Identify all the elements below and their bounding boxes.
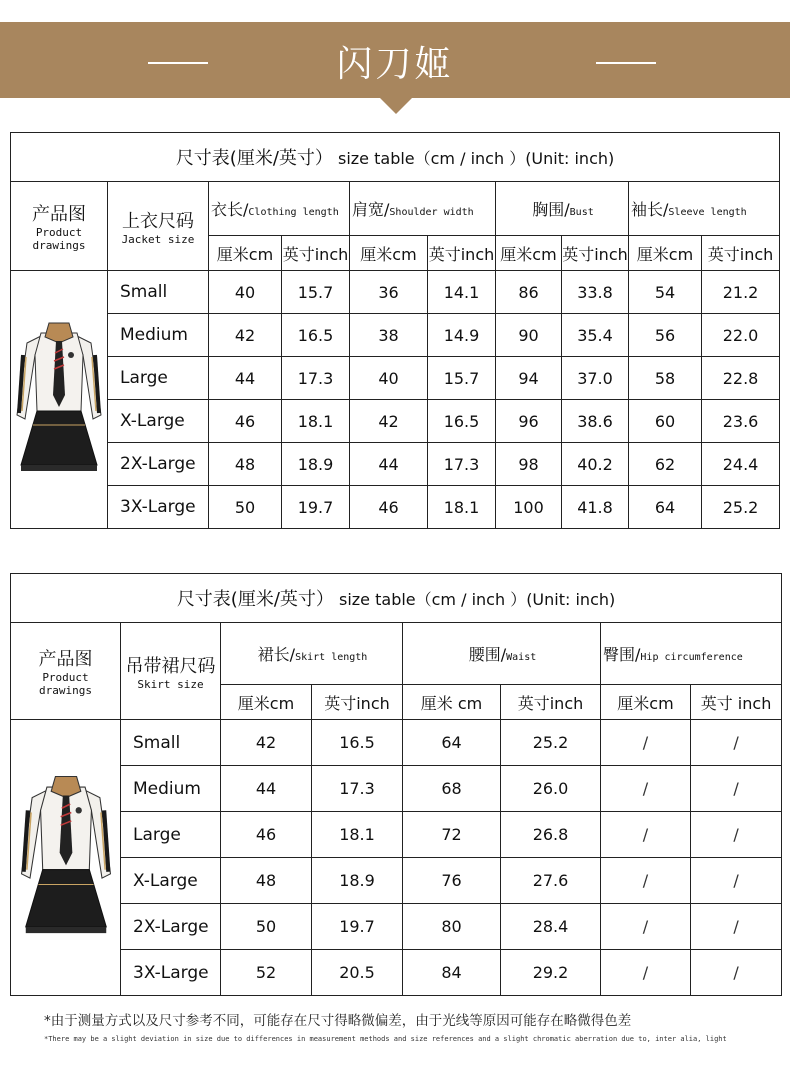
cell: 16.5 — [282, 314, 350, 357]
cell: 94 — [496, 357, 562, 400]
cell: 16.5 — [312, 720, 403, 766]
unit-cm: 厘米cm — [496, 236, 562, 271]
cell: 62 — [629, 443, 702, 486]
cell: 42 — [209, 314, 282, 357]
shoulder-width-header: 肩宽/Shoulder width — [350, 182, 496, 236]
cell: 42 — [350, 400, 428, 443]
cell: 20.5 — [312, 950, 403, 996]
cell: 86 — [496, 271, 562, 314]
cell: 37.0 — [562, 357, 629, 400]
size-large: Large — [121, 812, 221, 858]
cell: / — [601, 858, 691, 904]
cell: 41.8 — [562, 486, 629, 529]
cell: 26.8 — [501, 812, 601, 858]
cell: 26.0 — [501, 766, 601, 812]
uniform-product-image — [16, 768, 116, 948]
cell: 46 — [350, 486, 428, 529]
cell: 19.7 — [282, 486, 350, 529]
cell: / — [691, 766, 782, 812]
cell: / — [691, 720, 782, 766]
cell: / — [691, 858, 782, 904]
cell: 14.9 — [428, 314, 496, 357]
product-image-cell — [11, 271, 108, 529]
product-header: 产品图 Product drawings — [11, 182, 108, 271]
cell: 23.6 — [702, 400, 780, 443]
product-image-cell — [11, 720, 121, 996]
cell: 54 — [629, 271, 702, 314]
cell: 50 — [209, 486, 282, 529]
banner-title: 闪刀姬 — [336, 44, 454, 85]
size-medium: Medium — [121, 766, 221, 812]
unit-cm: 厘米cm — [629, 236, 702, 271]
unit-inch: 英寸inch — [282, 236, 350, 271]
cell: 64 — [403, 720, 501, 766]
cell: 76 — [403, 858, 501, 904]
skirt-size-header: 吊带裙尺码 Skirt size — [121, 623, 221, 720]
cell: / — [601, 904, 691, 950]
cell: 80 — [403, 904, 501, 950]
cell: 18.1 — [428, 486, 496, 529]
sleeve-length-header: 袖长/Sleeve length — [629, 182, 780, 236]
cell: 84 — [403, 950, 501, 996]
product-header: 产品图 Product drawings — [11, 623, 121, 720]
size-2x-large: 2X-Large — [121, 904, 221, 950]
cell: 42 — [221, 720, 312, 766]
cell: 15.7 — [428, 357, 496, 400]
waist-header: 腰围/Waist — [403, 623, 601, 685]
cell: 22.8 — [702, 357, 780, 400]
jacket-size-header: 上衣尺码 Jacket size — [108, 182, 209, 271]
cell: 18.9 — [282, 443, 350, 486]
cell: 40 — [209, 271, 282, 314]
unit-cm: 厘米cm — [209, 236, 282, 271]
footer-note-en: *There may be a slight deviation in size due to differences in measurement methods and size references and a slight chromatic aberration due to, inter alia, light — [44, 1035, 727, 1043]
cell: 90 — [496, 314, 562, 357]
cell: 19.7 — [312, 904, 403, 950]
cell: 22.0 — [702, 314, 780, 357]
footer-note-cn: *由于测量方式以及尺寸参考不同，可能存在尺寸得略微偏差，由于光线等原因可能存在略微得色差 — [44, 1013, 632, 1029]
unit-inch: 英寸inch — [501, 685, 601, 720]
unit-inch: 英寸inch — [702, 236, 780, 271]
jacket-table-caption: 尺寸表(厘米/英寸） size table（cm / inch ）(Unit: inch) — [11, 133, 780, 182]
size-large: Large — [108, 357, 209, 400]
cell: 21.2 — [702, 271, 780, 314]
cell: 38.6 — [562, 400, 629, 443]
cell: 27.6 — [501, 858, 601, 904]
skirt-length-header: 裙长/Skirt length — [221, 623, 403, 685]
cell: 48 — [209, 443, 282, 486]
cell: 17.3 — [282, 357, 350, 400]
cell: / — [691, 812, 782, 858]
cell: 60 — [629, 400, 702, 443]
cell: 38 — [350, 314, 428, 357]
cell: 46 — [209, 400, 282, 443]
cell: / — [691, 950, 782, 996]
unit-cm: 厘米 cm — [403, 685, 501, 720]
cell: 24.4 — [702, 443, 780, 486]
cell: 18.1 — [312, 812, 403, 858]
cell: / — [691, 904, 782, 950]
size-3x-large: 3X-Large — [108, 486, 209, 529]
cell: 28.4 — [501, 904, 601, 950]
cell: / — [601, 720, 691, 766]
cell: 44 — [350, 443, 428, 486]
unit-cm: 厘米cm — [221, 685, 312, 720]
unit-inch: 英寸inch — [562, 236, 629, 271]
skirt-table-caption: 尺寸表(厘米/英寸） size table（cm / inch ）(Unit: inch) — [11, 574, 782, 623]
cell: 96 — [496, 400, 562, 443]
cell: 36 — [350, 271, 428, 314]
cell: 40.2 — [562, 443, 629, 486]
size-3x-large: 3X-Large — [121, 950, 221, 996]
cell: / — [601, 812, 691, 858]
cell: 68 — [403, 766, 501, 812]
cell: 100 — [496, 486, 562, 529]
title-banner — [0, 22, 790, 98]
cell: 46 — [221, 812, 312, 858]
cell: 17.3 — [312, 766, 403, 812]
cell: 29.2 — [501, 950, 601, 996]
clothing-length-header: 衣长/Clothing length — [209, 182, 350, 236]
cell: 48 — [221, 858, 312, 904]
unit-inch: 英寸inch — [312, 685, 403, 720]
cell: 98 — [496, 443, 562, 486]
cell: 40 — [350, 357, 428, 400]
skirt-size-table — [10, 573, 782, 996]
cell: 16.5 — [428, 400, 496, 443]
unit-inch: 英寸inch — [428, 236, 496, 271]
cell: / — [601, 950, 691, 996]
cell: 58 — [629, 357, 702, 400]
cell: 17.3 — [428, 443, 496, 486]
banner-right-line — [596, 62, 656, 64]
size-x-large: X-Large — [108, 400, 209, 443]
unit-cm: 厘米cm — [601, 685, 691, 720]
size-small: Small — [108, 271, 209, 314]
bust-header: 胸围/Bust — [496, 182, 629, 236]
cell: 50 — [221, 904, 312, 950]
banner-notch — [380, 98, 412, 114]
cell: 18.1 — [282, 400, 350, 443]
uniform-product-image — [13, 315, 105, 485]
cell: 44 — [209, 357, 282, 400]
cell: 72 — [403, 812, 501, 858]
size-x-large: X-Large — [121, 858, 221, 904]
cell: 56 — [629, 314, 702, 357]
cell: / — [601, 766, 691, 812]
cell: 33.8 — [562, 271, 629, 314]
cell: 14.1 — [428, 271, 496, 314]
cell: 18.9 — [312, 858, 403, 904]
size-2x-large: 2X-Large — [108, 443, 209, 486]
unit-inch: 英寸 inch — [691, 685, 782, 720]
cell: 35.4 — [562, 314, 629, 357]
cell: 44 — [221, 766, 312, 812]
cell: 15.7 — [282, 271, 350, 314]
cell: 52 — [221, 950, 312, 996]
cell: 25.2 — [501, 720, 601, 766]
unit-cm: 厘米cm — [350, 236, 428, 271]
size-medium: Medium — [108, 314, 209, 357]
cell: 25.2 — [702, 486, 780, 529]
cell: 64 — [629, 486, 702, 529]
hip-circumference-header: 臀围/Hip circumference — [601, 623, 782, 685]
jacket-size-table — [10, 132, 780, 529]
size-small: Small — [121, 720, 221, 766]
